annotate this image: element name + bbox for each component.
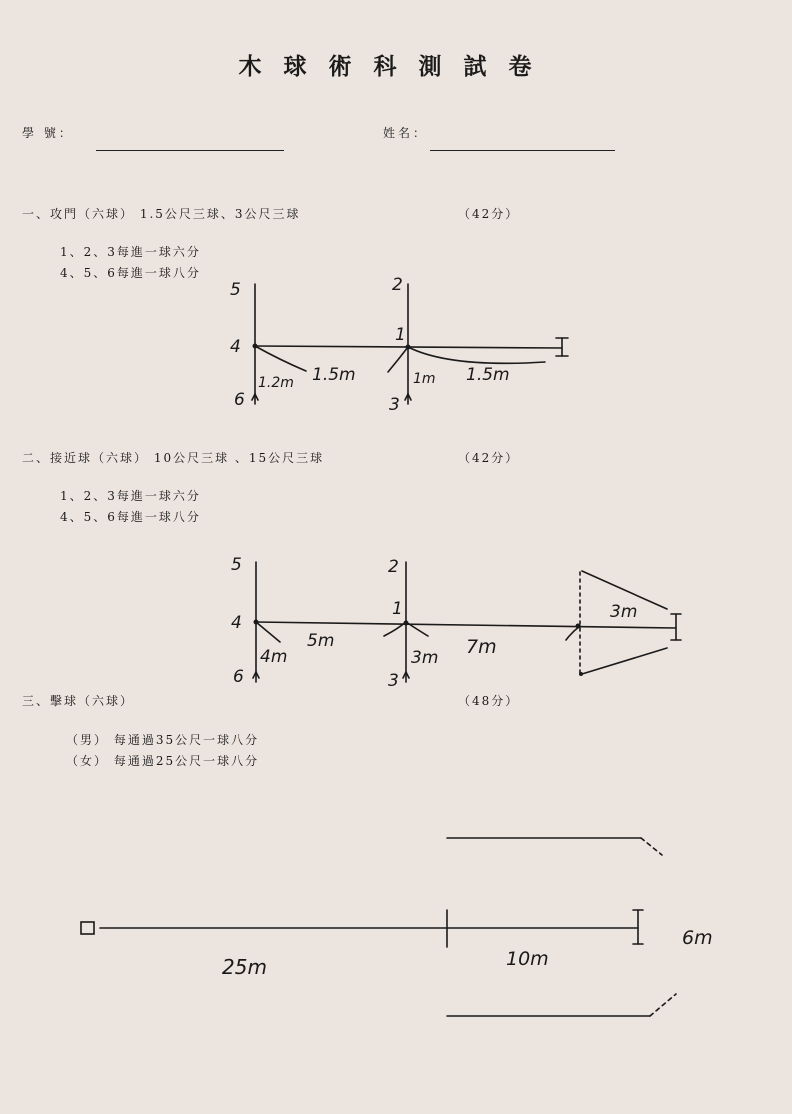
- diagram2-distance-4m: 4m: [260, 647, 288, 667]
- diagram1-position-4: 4: [230, 337, 241, 357]
- diagram3-distance-25m: 25m: [222, 955, 267, 979]
- diagram1-position-2: 2: [392, 275, 403, 295]
- diagram2-lines: [253, 562, 681, 682]
- student-id-label: 學 號：: [22, 126, 74, 140]
- diagram1-distance-1-2m: 1.2m: [258, 375, 294, 391]
- section2-rule-2: 4、5、6每進一球八分: [60, 510, 201, 524]
- diagram2-distance-7m: 7m: [466, 636, 497, 658]
- section3-heading: 三、擊球（六球）: [22, 694, 135, 708]
- diagram1-position-3: 3: [389, 395, 400, 415]
- diagram2-position-2: 2: [388, 557, 399, 577]
- diagram3-distance-6m: 6m: [682, 927, 713, 949]
- diagram1-position-1: 1: [395, 325, 406, 345]
- section1-heading: 一、攻門（六球） 1.5公尺三球、3公尺三球: [22, 207, 301, 221]
- diagram2-position-4: 4: [231, 613, 242, 633]
- section1-rule-1: 1、2、3每進一球六分: [60, 245, 201, 259]
- diagram2-distance-5m: 5m: [307, 631, 335, 651]
- diagram1-distance-1m: 1m: [413, 371, 436, 387]
- name-label: 姓名：: [383, 126, 429, 140]
- page-title: 木球術科測試卷: [238, 53, 554, 80]
- section3-rule-women: （女） 每通過25公尺一球八分: [66, 754, 260, 768]
- diagram2-position-6: 6: [233, 667, 244, 687]
- diagram3-distance-10m: 10m: [506, 948, 549, 970]
- diagram1-distance-1-5m-a: 1.5m: [312, 365, 356, 385]
- diagram3-lines: [81, 838, 676, 1016]
- diagram1-lines: [252, 284, 568, 404]
- diagram2-distance-3m-b: 3m: [610, 602, 638, 622]
- diagram1-distance-1-5m-b: 1.5m: [466, 365, 510, 385]
- section1-rule-2: 4、5、6每進一球八分: [60, 266, 201, 280]
- section2-rule-1: 1、2、3每進一球六分: [60, 489, 201, 503]
- section2-points: （42分）: [458, 451, 520, 465]
- section3-rule-men: （男） 每通過35公尺一球八分: [66, 733, 260, 747]
- diagram2-distance-3m-a: 3m: [411, 648, 439, 668]
- diagram1-position-6: 6: [234, 390, 245, 410]
- diagram1-position-5: 5: [230, 280, 241, 300]
- section2-heading: 二、接近球（六球） 10公尺三球 、15公尺三球: [22, 451, 325, 465]
- diagram2-position-5: 5: [231, 555, 242, 575]
- diagram2-position-3: 3: [388, 671, 399, 691]
- section1-points: （42分）: [458, 207, 520, 221]
- section3-points: （48分）: [458, 694, 520, 708]
- diagram2-position-1: 1: [392, 599, 403, 619]
